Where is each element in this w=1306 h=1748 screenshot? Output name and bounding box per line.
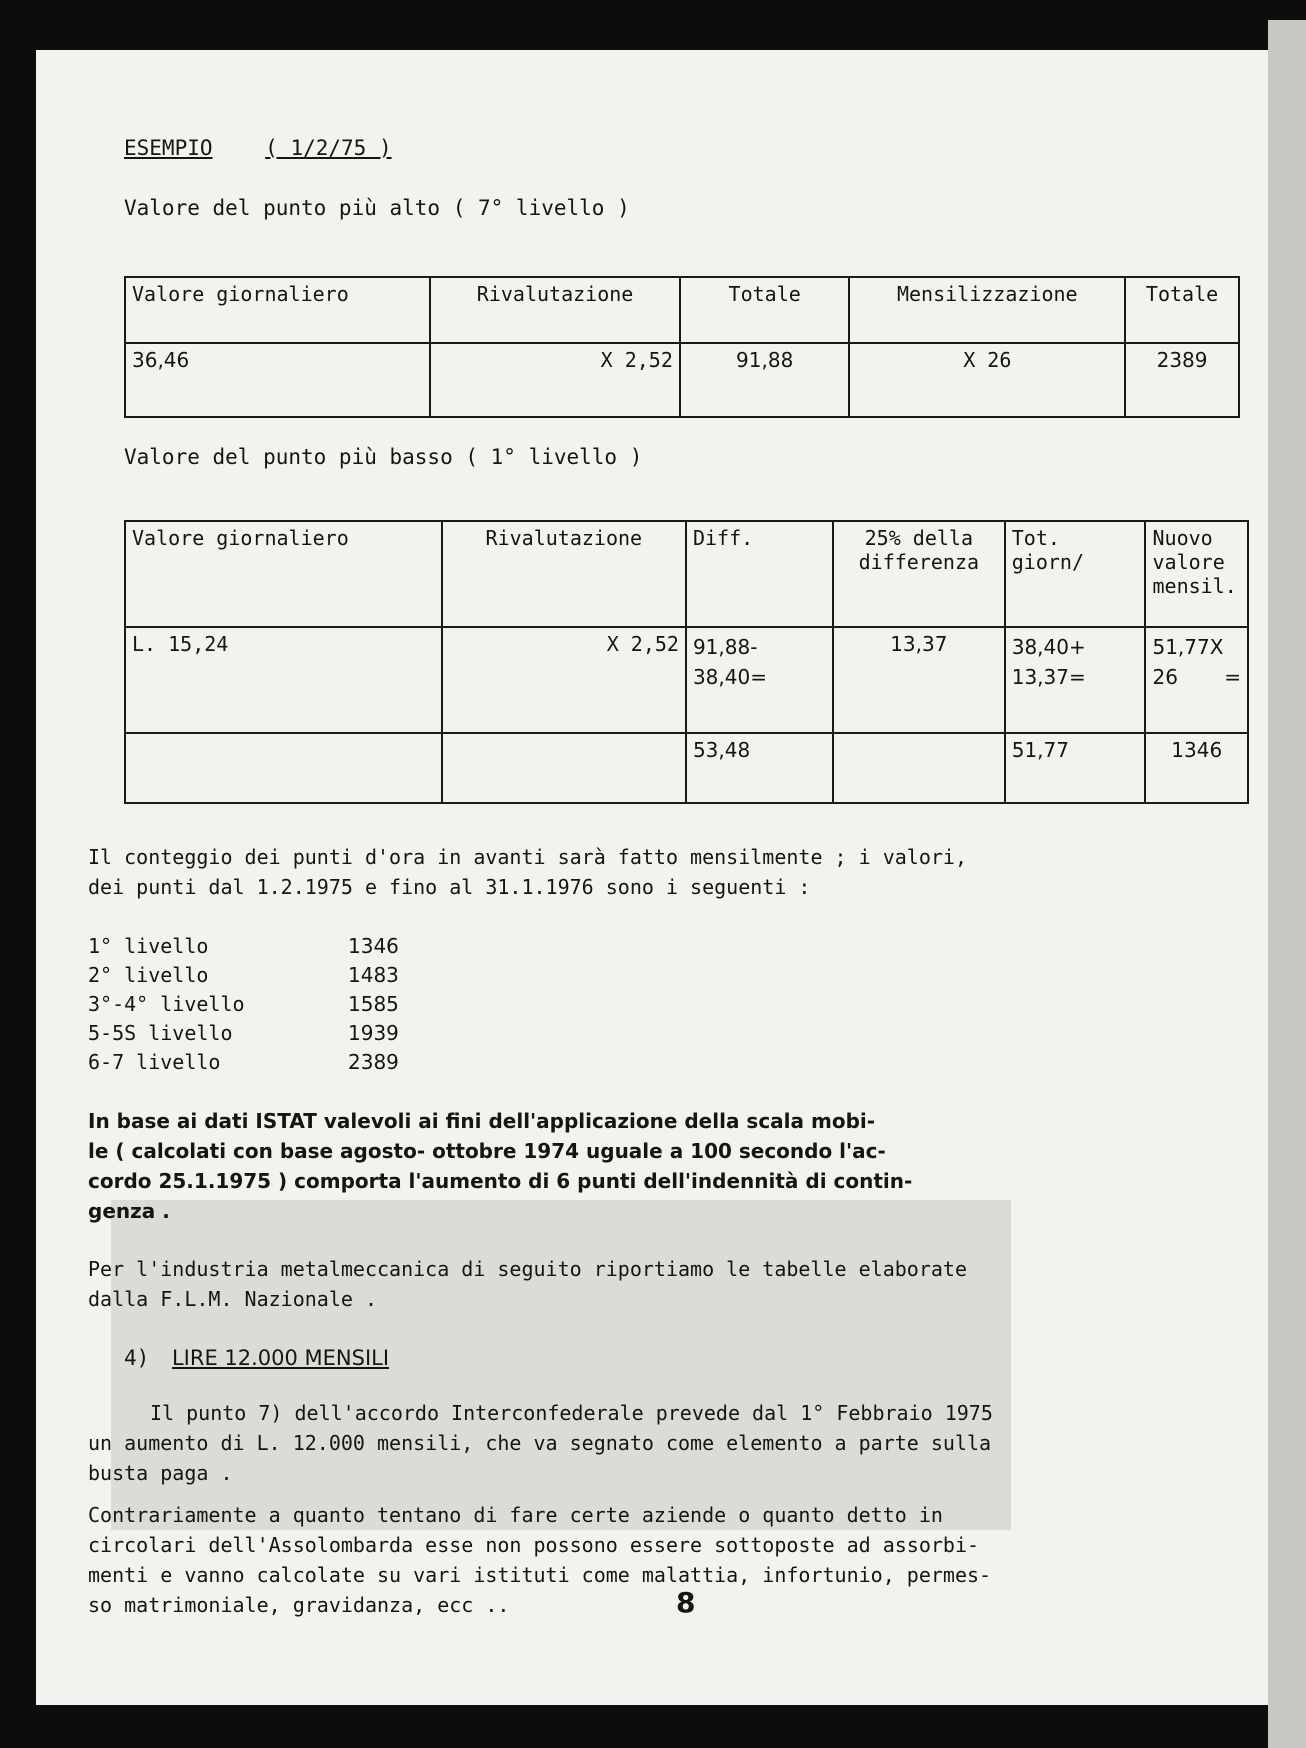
section-4-paragraph-1 <box>88 1398 1218 1488</box>
level-label: 3°-4° livello <box>88 992 245 1016</box>
table-row <box>125 733 1248 803</box>
table-row <box>125 627 1248 733</box>
text-line: genza . <box>88 1199 170 1223</box>
new-equals: = <box>1224 665 1241 689</box>
diff-cell <box>686 627 833 733</box>
section-title: LIRE 12.000 MENSILI <box>171 1346 390 1370</box>
level-label: 5-5S livello <box>88 1021 233 1045</box>
text-line: dei punti dal 1.2.1975 e fino al 31.1.1976 sono i seguenti : <box>88 875 811 899</box>
adjacent-page-edge <box>1268 20 1306 1748</box>
level-label: 6-7 livello <box>88 1050 221 1074</box>
highest-point-title: Valore del punto più alto ( 7° livello ) <box>124 196 630 220</box>
diff-line: 38,40= <box>692 665 767 689</box>
lowest-point-table <box>124 520 1249 804</box>
list-item <box>88 934 399 958</box>
lowest-point-title: Valore del punto più basso ( 1° livello ) <box>124 445 643 469</box>
level-value: 1483 <box>348 963 399 987</box>
empty-cell <box>125 733 442 803</box>
esempio-date: ( 1/2/75 ) <box>265 136 392 160</box>
section-4-heading <box>124 1346 389 1370</box>
diff-line: 91,88- <box>692 635 758 659</box>
monthly-cell: X 26 <box>849 343 1125 417</box>
text-line: In base ai dati ISTAT valevoli ai fini dell'applicazione della scala mobi- <box>88 1109 876 1133</box>
level-value: 1585 <box>348 992 399 1016</box>
table-header-row <box>125 521 1248 627</box>
list-item <box>88 1021 399 1045</box>
header-cell: Tot. giorn/ <box>1005 521 1146 627</box>
tot-line: 38,40+ <box>1011 635 1086 659</box>
table-row <box>125 343 1239 417</box>
new-value-cell <box>1145 627 1248 733</box>
text-line: dalla F.L.M. Nazionale . <box>88 1287 377 1311</box>
esempio-label: ESEMPIO <box>124 136 213 160</box>
level-value: 2389 <box>348 1050 399 1074</box>
text-line: un aumento di L. 12.000 mensili, che va segnato come elemento a parte sulla <box>88 1431 992 1455</box>
header-cell: Totale <box>680 277 850 343</box>
tot-line: 13,37= <box>1011 665 1086 689</box>
new-result-cell: 1346 <box>1145 733 1248 803</box>
tot-result-cell: 51,77 <box>1005 733 1146 803</box>
new-line: 51,77X <box>1152 635 1224 659</box>
text-line: so matrimoniale, gravidanza, ecc .. <box>88 1593 510 1617</box>
total-cell: 91,88 <box>680 343 850 417</box>
header-cell: Rivalutazione <box>442 521 686 627</box>
list-item <box>88 1050 399 1074</box>
header-cell: Valore giornaliero <box>125 277 430 343</box>
revaluation-cell: X 2,52 <box>430 343 680 417</box>
section-number: 4) <box>124 1346 150 1370</box>
text-line: menti e vanno calcolate su vari istituti come malattia, infortunio, permes- <box>88 1563 992 1587</box>
empty-cell <box>833 733 1005 803</box>
level-label: 1° livello <box>88 934 209 958</box>
level-value: 1939 <box>348 1021 399 1045</box>
text-line: Il punto 7) dell'accordo Interconfederale prevede dal 1° Febbraio 1975 <box>150 1401 993 1425</box>
header-cell: Totale <box>1125 277 1239 343</box>
esempio-heading <box>124 136 392 160</box>
daily-value-cell: 36,46 <box>125 343 430 417</box>
text-line: cordo 25.1.1975 ) comporta l'aumento di 6 punti dell'indennità di contin- <box>88 1169 913 1193</box>
header-cell: Mensilizzazione <box>849 277 1125 343</box>
list-item <box>88 992 399 1016</box>
istat-paragraph <box>88 1106 1218 1226</box>
highest-point-table <box>124 276 1240 418</box>
text-line: Contrariamente a quanto tentano di fare certe aziende o quanto detto in <box>88 1503 943 1527</box>
text-line: le ( calcolati con base agosto- ottobre 1974 uguale a 100 secondo l'ac- <box>88 1139 886 1163</box>
text-line: Per l'industria metalmeccanica di seguito riportiamo le tabelle elaborate <box>88 1257 967 1281</box>
page-number: 8 <box>676 1586 696 1619</box>
flm-paragraph <box>88 1254 1218 1314</box>
level-label: 2° livello <box>88 963 209 987</box>
level-value: 1346 <box>348 934 399 958</box>
new-multiplier: 26 <box>1152 665 1178 689</box>
section-4-paragraph-2 <box>88 1500 1218 1620</box>
revaluation-cell: X 2,52 <box>442 627 686 733</box>
header-cell: Diff. <box>686 521 833 627</box>
header-cell: Rivalutazione <box>430 277 680 343</box>
list-item <box>88 963 399 987</box>
text-line: circolari dell'Assolombarda esse non possono essere sottoposte ad assorbi- <box>88 1533 980 1557</box>
header-cell: Nuovo valore mensil. <box>1145 521 1248 627</box>
diff-result-cell: 53,48 <box>686 733 833 803</box>
daily-value-cell: L. 15,24 <box>125 627 442 733</box>
monthly-intro <box>88 842 1218 902</box>
tot-giorn-cell <box>1005 627 1146 733</box>
new-line <box>1152 662 1241 692</box>
header-cell: Valore giornaliero <box>125 521 442 627</box>
empty-cell <box>442 733 686 803</box>
header-cell: 25% della differenza <box>833 521 1005 627</box>
text-line: busta paga . <box>88 1461 233 1485</box>
table-header-row <box>125 277 1239 343</box>
text-line: Il conteggio dei punti d'ora in avanti sarà fatto mensilmente ; i valori, <box>88 845 967 869</box>
quarter-diff-cell: 13,37 <box>833 627 1005 733</box>
monthly-total-cell: 2389 <box>1125 343 1239 417</box>
